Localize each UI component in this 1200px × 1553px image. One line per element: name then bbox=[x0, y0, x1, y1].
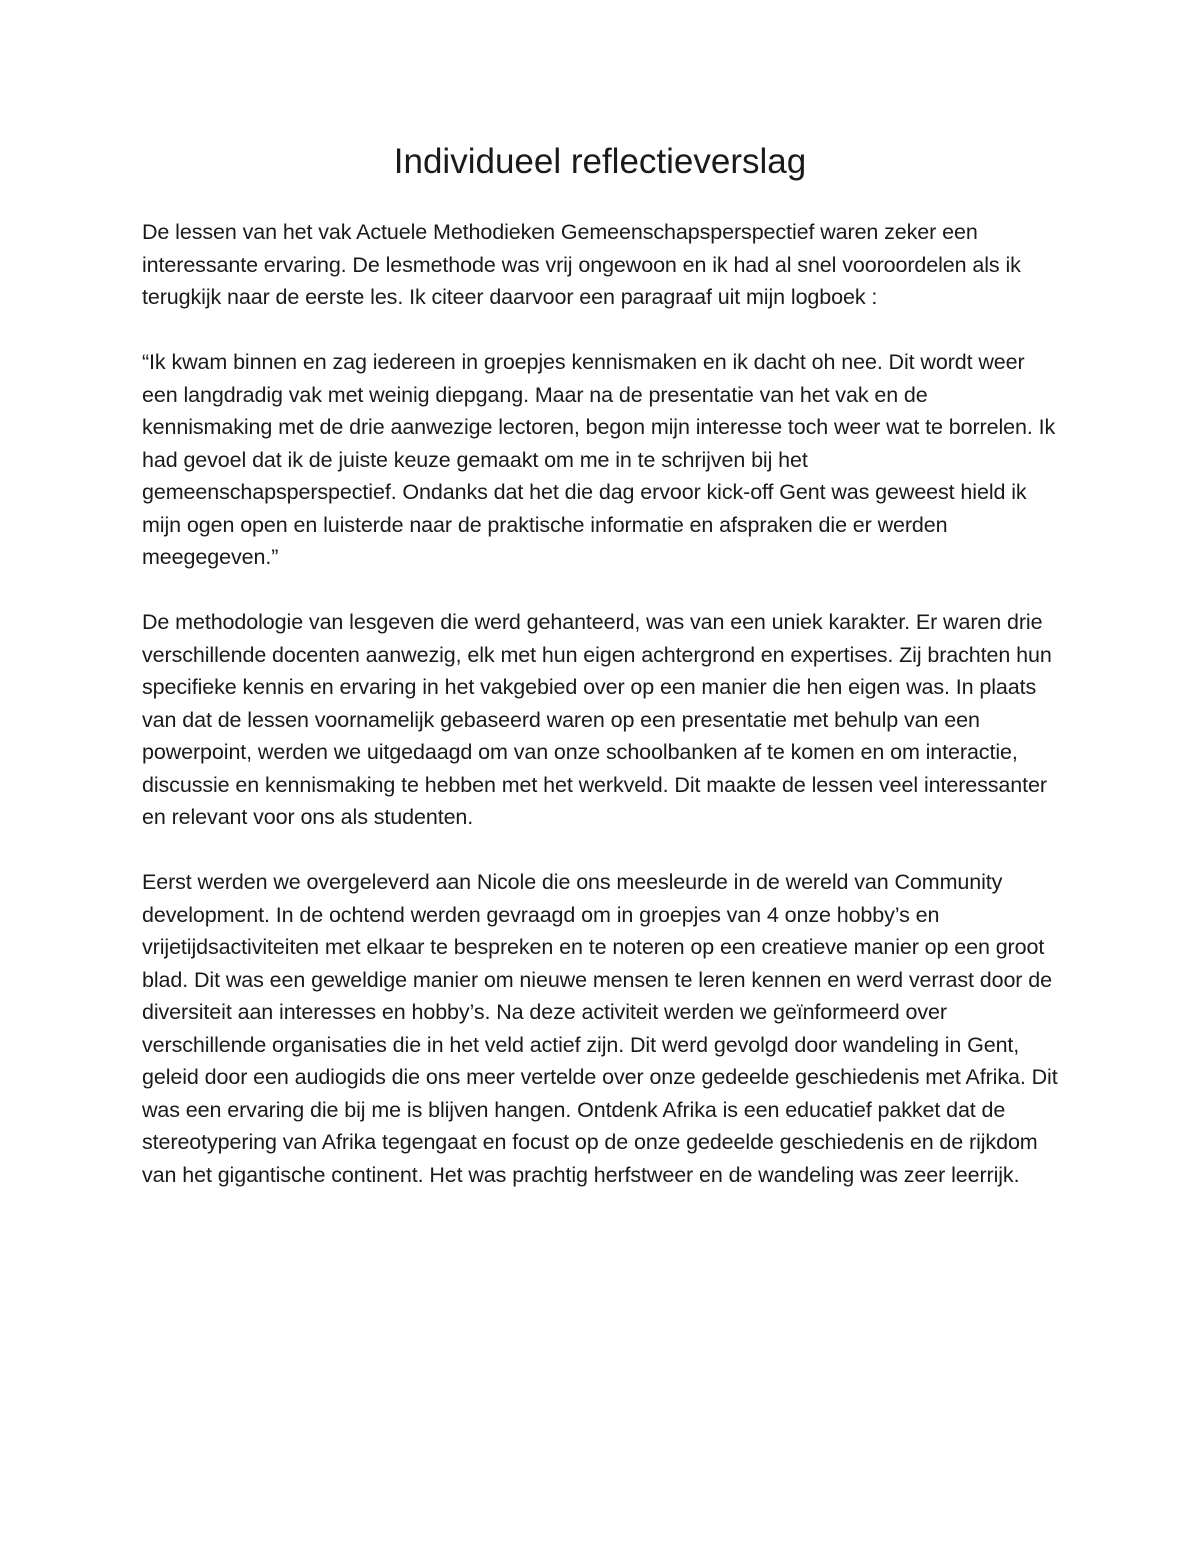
document-title: Individueel reflectieverslag bbox=[393, 142, 807, 181]
paragraph-intro: De lessen van het vak Actuele Methodieken Gemeenschapsperspectief waren zeker een interessante ervaring. De lesmethode was vrij ongewoon en ik had al snel vooroordelen als ik terugkijk naar de eerste les. Ik citeer daarvoor een paragraaf uit mijn logboek : bbox=[142, 220, 1021, 309]
paragraph-methodology: De methodologie van lesgeven die werd gehanteerd, was van een uniek karakter. Er waren drie verschillende docenten aanwezig, elk met hun eigen achtergrond en expertises. Zij brachten hun specifieke kennis en ervaring in het vakgebied over op een manier die hen eigen was. In plaats van dat de lessen voornamelijk gebaseerd waren op een presentatie met behulp van een powerpoint, werden we uitgedaagd om van onze schoolbanken af te komen en om interactie, discussie en kennismaking te hebben met het werkveld. Dit maakte de lessen veel interessanter en relevant voor ons als studenten. bbox=[142, 610, 1052, 829]
document-body bbox=[142, 216, 1060, 1224]
paragraph-logbook-quote: “Ik kwam binnen en zag iedereen in groepjes kennismaken en ik dacht oh nee. Dit wordt weer een langdradig vak met weinig diepgang. Maar na de presentatie van het vak en de kennismaking met de drie aanwezige lectoren, begon mijn interesse toch weer wat te borrelen. Ik had gevoel dat ik de juiste keuze gemaakt om me in te schrijven bij het gemeenschapsperspectief. Ondanks dat het die dag ervoor kick-off Gent was geweest hield ik mijn ogen open en luisterde naar de praktische informatie en afspraken die er werden meegegeven.” bbox=[142, 350, 1056, 569]
paragraph-community-development: Eerst werden we overgeleverd aan Nicole die ons meesleurde in de wereld van Community development. In de ochtend werden gevraagd om in groepjes van 4 onze hobby’s en vrijetijdsactiviteiten met elkaar te bespreken en te noteren op een creatieve manier op een groot blad. Dit was een geweldige manier om nieuwe mensen te leren kennen en werd verrast door de diversiteit aan interesses en hobby’s. Na deze activiteit werden we geïnformeerd over verschillende organisaties die in het veld actief zijn. Dit werd gevolgd door wandeling in Gent, geleid door een audiogids die ons meer vertelde over onze gedeelde geschiedenis met Afrika. Dit was een ervaring die bij me is blijven hangen. Ontdenk Afrika is een educatief pakket dat de stereotypering van Afrika tegengaat en focust op de onze gedeelde geschiedenis en de rijkdom van het gigantische continent. Het was prachtig herfstweer en de wandeling was zeer leerrijk. bbox=[142, 870, 1058, 1187]
